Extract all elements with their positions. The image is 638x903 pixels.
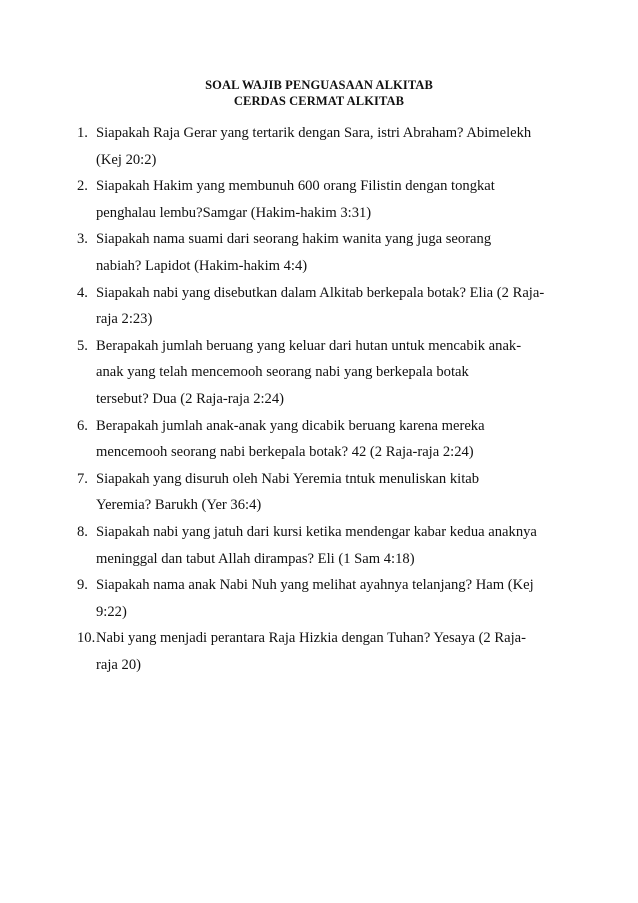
question-text-line: 9:22) [96, 603, 127, 620]
question-number: 6. [77, 417, 88, 434]
document-subtitle: CERDAS CERMAT ALKITAB [233, 94, 405, 108]
question-item [77, 466, 567, 519]
question-number: 4. [77, 284, 88, 301]
question-text-line: anak yang telah mencemooh seorang nabi yang berkepala botak [96, 364, 469, 381]
question-text-line: Berapakah jumlah anak-anak yang dicabik beruang karena mereka [96, 417, 485, 434]
question-text-line: Siapakah nama suami dari seorang hakim wanita yang juga seorang [96, 231, 492, 248]
question-text-line: meninggal dan tabut Allah dirampas? Eli (1 Sam 4:18) [96, 550, 415, 567]
question-text-line: Siapakah nama anak Nabi Nuh yang melihat ayahnya telanjang? Ham (Kej [96, 577, 534, 594]
question-item [77, 226, 567, 279]
question-text-line: Siapakah yang disuruh oleh Nabi Yeremia tntuk menuliskan kitab [96, 470, 480, 487]
document-title: SOAL WAJIB PENGUASAAN ALKITAB [205, 78, 433, 92]
question-list [77, 120, 567, 678]
question-number: 2. [77, 178, 88, 195]
question-text-line: Siapakah Raja Gerar yang tertarik dengan Sara, istri Abraham? Abimelekh [96, 125, 532, 141]
question-number: 9. [77, 577, 88, 594]
question-text-line: raja 2:23) [96, 311, 153, 328]
question-text-line: Siapakah Hakim yang membunuh 600 orang Filistin dengan tongkat [96, 178, 495, 195]
question-text-line: (Kej 20:2) [96, 151, 157, 168]
question-item [77, 173, 567, 226]
question-text-line: raja 20) [96, 656, 141, 673]
question-item [77, 625, 567, 678]
question-number: 3. [77, 231, 88, 248]
question-number: 10. [77, 630, 96, 647]
question-number: 7. [77, 470, 88, 487]
question-item [77, 120, 567, 173]
question-item [77, 333, 567, 413]
title-block [0, 77, 638, 109]
question-number: 8. [77, 523, 88, 540]
question-text-line: Siapakah nabi yang disebutkan dalam Alkitab berkepala botak? Elia (2 Raja- [96, 284, 545, 301]
question-item [77, 519, 567, 572]
question-text-line: nabiah? Lapidot (Hakim-hakim 4:4) [96, 257, 308, 274]
question-item [77, 280, 567, 333]
question-text-line: Nabi yang menjadi perantara Raja Hizkia dengan Tuhan? Yesaya (2 Raja- [96, 630, 526, 647]
question-text-line: Berapakah jumlah beruang yang keluar dari hutan untuk mencabik anak- [96, 337, 522, 354]
question-item [77, 413, 567, 466]
question-text-line: Siapakah nabi yang jatuh dari kursi ketika mendengar kabar kedua anaknya [96, 523, 537, 540]
question-item [77, 572, 567, 625]
question-text-line: mencemooh seorang nabi berkepala botak? 42 (2 Raja-raja 2:24) [96, 444, 474, 461]
question-text-line: tersebut? Dua (2 Raja-raja 2:24) [96, 390, 285, 407]
question-number: 1. [77, 125, 88, 141]
question-number: 5. [77, 337, 88, 354]
question-text-line: penghalau lembu?Samgar (Hakim-hakim 3:31) [96, 204, 372, 221]
question-text-line: Yeremia? Barukh (Yer 36:4) [96, 497, 262, 514]
